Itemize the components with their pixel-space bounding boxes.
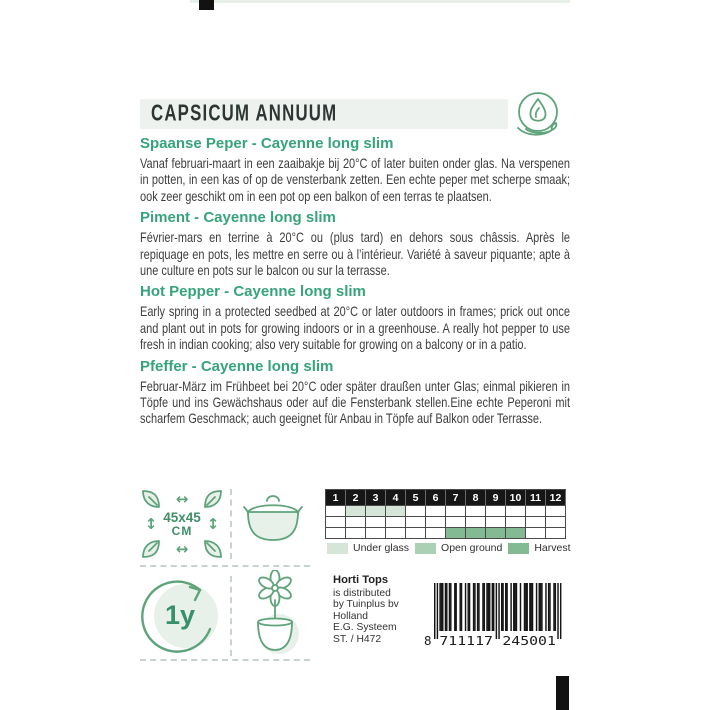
calendar-month-header: 8 (466, 490, 486, 506)
calendar-cell (506, 528, 526, 539)
vertical-arrow-icon: ↕ (144, 514, 158, 533)
calendar-cell (366, 506, 386, 517)
calendar-cell (546, 506, 566, 517)
barcode-digits: 245001 (502, 633, 556, 648)
calendar-month-header: 6 (426, 490, 446, 506)
print-registration-mark-top (199, 0, 214, 10)
legend-label: Open ground (441, 542, 503, 554)
description-sections (140, 136, 570, 433)
species-title: CAPSICUM ANNUUM (151, 101, 338, 126)
calendar-cell (486, 528, 506, 539)
section-french (140, 210, 570, 278)
calendar-month-header: 5 (406, 490, 426, 506)
calendar-month-header: 10 (506, 490, 526, 506)
leaf-icon (202, 538, 224, 560)
section-body-german: Februar-März im Frühbeet bei 20°C oder später draußen unter Glas; einmal pikieren in Töpfe und ins Gewächshaus oder auf die Fensterbank stellen.Eine echte Peperoni mit scharfem Geschmack; auch geeignet für Anbau in Töpfe auf Balkon oder Terrasse. (140, 377, 571, 427)
hot-pepper-flame-icon (508, 90, 564, 140)
sowing-calendar (325, 489, 566, 539)
calendar-cell (326, 528, 346, 539)
cooking-pot-icon (240, 492, 306, 553)
horizontal-arrow-icon: ↔ (175, 489, 189, 508)
calendar-cell (466, 506, 486, 517)
annual-cycle-label: 1y (164, 600, 196, 630)
calendar-cell (386, 528, 406, 539)
calendar-month-header: 7 (446, 490, 466, 506)
section-heading-french: Piment - Cayenne long slim (140, 209, 336, 227)
calendar-legend (327, 542, 577, 554)
calendar-cell (546, 528, 566, 539)
calendar-cell (406, 506, 426, 517)
plant-spacing-icon (138, 486, 230, 564)
calendar-cell (366, 528, 386, 539)
print-edge-line (190, 0, 570, 3)
calendar-cell (386, 506, 406, 517)
calendar-cell (526, 517, 546, 528)
divider (140, 565, 310, 567)
calendar-cell (346, 506, 366, 517)
calendar-month-header: 2 (346, 490, 366, 506)
calendar-month-header: 4 (386, 490, 406, 506)
calendar-cell (386, 517, 406, 528)
section-body-english: Early spring in a protected seedbed at 20°C or later outdoors in frames; prick out once and plant out in pots for growing indoors or in a greenhouse. A really hot pepper to use fresh in indian cooking; also very suitable for growing on a balcony or in a patio. (140, 303, 571, 353)
calendar-month-header: 11 (526, 490, 546, 506)
spacing-value: 45x45 CM (163, 509, 201, 538)
distributor-line: is distributed (333, 587, 391, 599)
calendar-cell (426, 506, 446, 517)
calendar-cell (446, 528, 466, 539)
calendar-cell (506, 517, 526, 528)
leaf-icon (140, 488, 162, 510)
calendar-cell (426, 517, 446, 528)
distributor-line: Holland (333, 610, 368, 622)
calendar-cell (446, 517, 466, 528)
calendar-cell (486, 506, 506, 517)
section-heading-dutch: Spaanse Peper - Cayenne long slim (140, 135, 394, 152)
calendar-month-header: 1 (326, 490, 346, 506)
leaf-icon (202, 488, 224, 510)
calendar-cell (426, 528, 446, 539)
flower-pot-icon (246, 570, 304, 663)
calendar-cell (346, 528, 366, 539)
legend-swatch (508, 543, 529, 554)
calendar-cell (486, 517, 506, 528)
section-heading-german: Pfeffer - Cayenne long slim (140, 357, 334, 375)
vertical-arrow-icon: ↕ (206, 514, 220, 533)
legend-swatch (415, 543, 436, 554)
calendar-month-header: 3 (366, 490, 386, 506)
species-title-bar (140, 99, 508, 129)
legend-label: Harvest (534, 542, 571, 554)
calendar-cell (326, 517, 346, 528)
leaf-icon (140, 538, 162, 560)
section-heading-english: Hot Pepper - Cayenne long slim (140, 283, 366, 301)
ean13-barcode (424, 579, 564, 649)
divider (230, 576, 232, 656)
distributor-info (333, 575, 399, 646)
brand-name: Horti Tops (333, 574, 389, 586)
calendar-cell (526, 506, 546, 517)
print-registration-mark-corner (556, 676, 569, 710)
distributor-line: ST. / H472 (333, 633, 382, 645)
section-english (140, 284, 570, 352)
divider (230, 489, 232, 559)
calendar-cell (466, 517, 486, 528)
section-german (140, 359, 570, 427)
calendar-cell (406, 528, 426, 539)
calendar-month-header: 12 (546, 490, 566, 506)
calendar-cell (546, 517, 566, 528)
barcode-digits: 711117 (439, 633, 493, 648)
section-dutch (140, 136, 570, 204)
distributor-line: by Tuinplus bv (333, 599, 399, 611)
annual-cycle-icon (140, 574, 222, 656)
distributor-line: E.G. Systeem (333, 622, 397, 634)
calendar-cell (526, 528, 546, 539)
calendar-month-header: 9 (486, 490, 506, 506)
barcode-digits: 8 (424, 633, 432, 648)
calendar-cell (326, 506, 346, 517)
calendar-cell (406, 517, 426, 528)
calendar-cell (346, 517, 366, 528)
horizontal-arrow-icon: ↔ (175, 539, 189, 558)
calendar-cell (506, 506, 526, 517)
calendar-cell (366, 517, 386, 528)
calendar-cell (446, 506, 466, 517)
section-body-french: Février-mars en terrine à 20°C ou (plus tard) en dehors sous châssis. Après le repiquage en pots, les mettre en serre ou à l’intérieur. Variété à saveur piquante; apte à une culture en pots sur le balcon ou sur la terrasse. (140, 229, 571, 279)
legend-label: Under glass (353, 542, 410, 554)
legend-swatch (327, 543, 348, 554)
calendar-cell (466, 528, 486, 539)
section-body-dutch: Vanaf februari-maart in een zaaibakje bij 20°C of later buiten onder glas. Na verspenen in potten, in een kas of op de vensterbank zetten. Een echte peper met scherpe smaak; ook zeer geschikt om in een pot op een balkon of een terras te plaatsen. (140, 155, 571, 204)
